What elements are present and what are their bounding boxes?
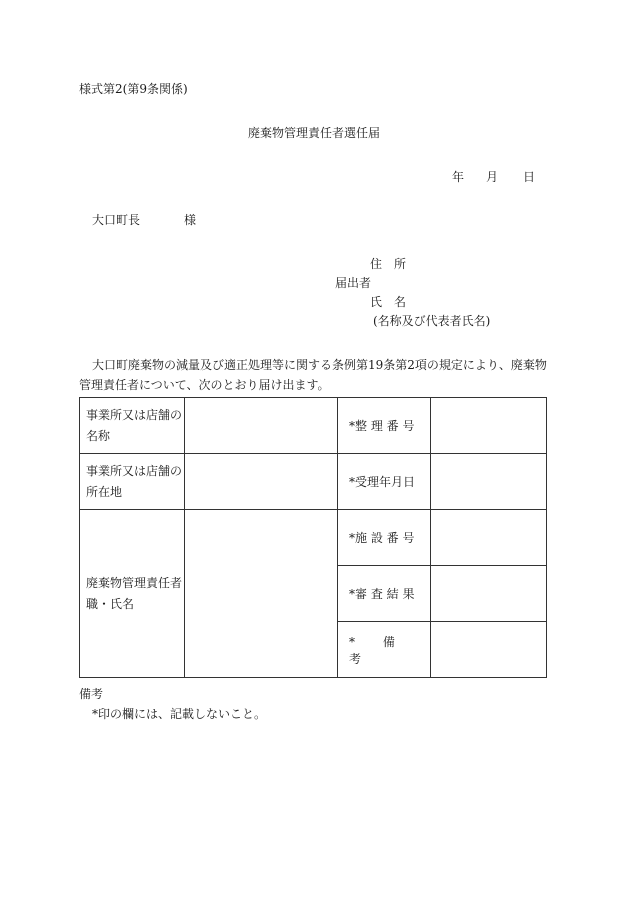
recipient: 大口町長 (92, 213, 141, 227)
notes-title: 備考 (79, 687, 104, 701)
form-table (79, 397, 547, 678)
date-month: 月 (486, 170, 499, 184)
date-year: 年 (452, 170, 465, 184)
office-address-field[interactable] (185, 454, 338, 510)
document-title: 廃棄物管理責任者選任届 (248, 126, 381, 140)
reference-number-field[interactable] (431, 398, 547, 454)
form-number: 様式第2(第9条関係) (79, 82, 188, 96)
remarks-label: * 備 考 (338, 622, 431, 678)
receipt-date-label: *受理年月日 (338, 454, 431, 510)
name-label: 氏 名 (370, 295, 407, 309)
office-name-label: 事業所又は店舗の名称 (80, 398, 185, 454)
reference-number-label: *整 理 番 号 (338, 398, 431, 454)
facility-number-field[interactable] (431, 510, 547, 566)
body-paragraph: 大口町廃棄物の減量及び適正処理等に関する条例第19条第2項の規定により、廃棄物管理責任者について、次のとおり届け出ます。 (79, 358, 547, 392)
review-result-field[interactable] (431, 566, 547, 622)
office-name-field[interactable] (185, 398, 338, 454)
office-address-label: 事業所又は店舗の所在地 (80, 454, 185, 510)
manager-field[interactable] (185, 510, 338, 678)
review-result-label: *審 査 結 果 (338, 566, 431, 622)
applicant-label: 届出者 (335, 276, 372, 290)
remarks-field[interactable] (431, 622, 547, 678)
notes-item: *印の欄には、記載しないこと。 (92, 707, 267, 721)
recipient-honorific: 様 (184, 213, 197, 227)
facility-number-label: *施 設 番 号 (338, 510, 431, 566)
date-day: 日 (523, 170, 536, 184)
name-note: (名称及び代表者氏名) (373, 314, 491, 328)
receipt-date-field[interactable] (431, 454, 547, 510)
address-label: 住 所 (370, 257, 407, 271)
manager-label: 廃棄物管理責任者職・氏名 (80, 510, 185, 678)
